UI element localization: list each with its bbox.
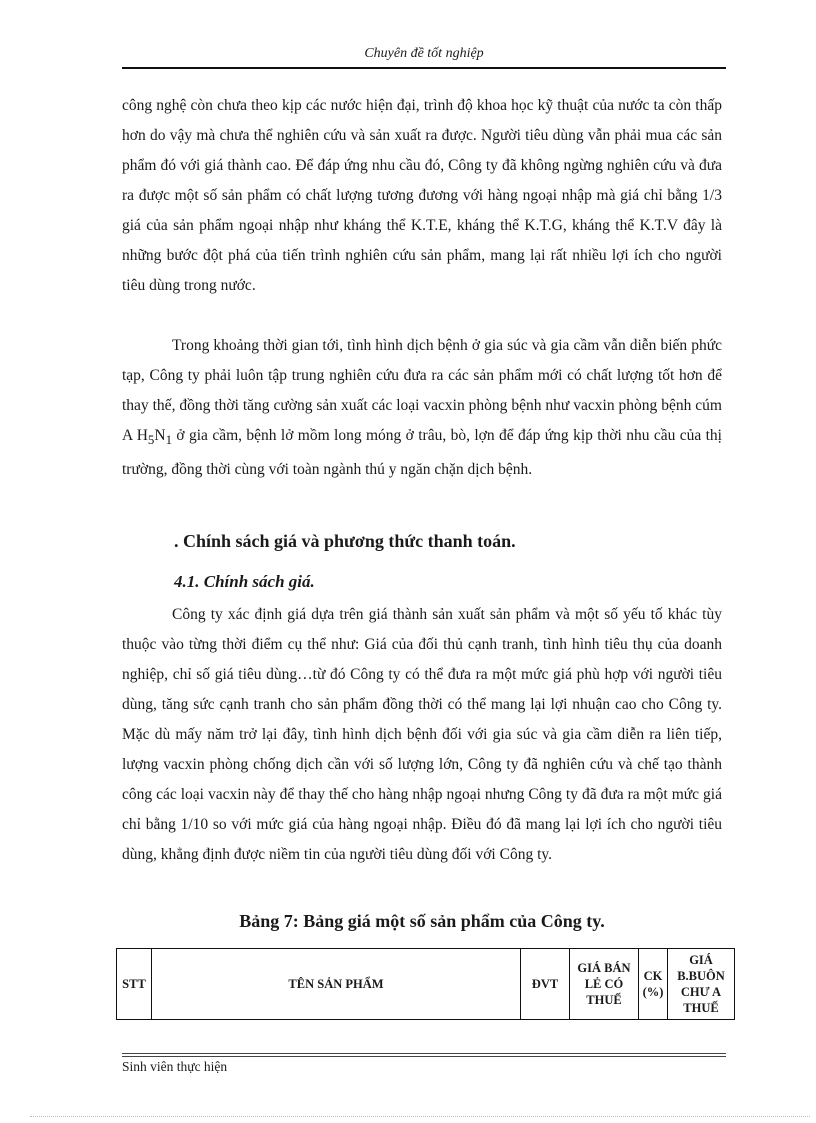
h5-subscript: 5 [147,432,155,448]
footer-rule-bottom [122,1056,726,1057]
page-edge-dots [30,1116,810,1117]
paragraph-2-n: N [154,427,166,444]
paragraph-3: Công ty xác định giá dựa trên giá thành sản xuất sản phẩm và một số yếu tố khác tùy thuộc vào từng thời điểm cụ thể như: Giá của đối thủ cạnh tranh, tình hình tiêu thụ của doanh nghiệp, chỉ số giá tiêu dùng…từ đó Công ty có thể đưa ra một mức giá phù hợp với người tiêu dùng, tăng sức cạnh tranh cho sản phẩm đồng thời có thể mang lại lợi nhuận cao cho Công ty. Mặc dù mấy năm trở lại đây, tình hình dịch bệnh đối với gia súc và gia cầm diễn ra liên tiếp, lượng vacxin phòng chống dịch cần với số lượng lớn, Công ty đã nghiên cứu và chế tạo thành công các loại vacxin này để thay thế cho hàng nhập ngoại nhưng Công ty đã đưa ra một mức giá chỉ bằng 1/10 so với mức giá của hàng ngoại nhập. Điều đó đã mang lại lợi ích cho người tiêu dùng, khẳng định được niềm tin của người tiêu dùng đối với Công ty. [122,606,722,863]
footer-text: Sinh viên thực hiện [122,1059,228,1074]
n1-subscript: 1 [165,432,173,448]
col-retail-price: GIÁ BÁN LẺ CÓ THUẾ [570,949,639,1020]
running-header: Chuyên đề tốt nghiệp [364,46,484,61]
col-unit: ĐVT [521,949,570,1020]
subsection-heading: 4.1. Chính sách giá. [174,572,315,591]
footer-rule-top [122,1053,726,1054]
paragraph-2-text-b: ở gia cầm, bệnh lở mồm long móng ở trâu, bò, lợn để đáp ứng kịp thời nhu cầu của thị trường, đồng thời cùng với toàn ngành thú y ngăn chặn dịch bệnh. [122,427,722,479]
section-heading: . Chính sách giá và phương thức thanh toán. [174,531,516,551]
col-wholesale-price: GIÁ B.BUÔN CHƯ A THUẾ [668,949,735,1020]
col-product-name: TÊN SẢN PHẨM [152,949,521,1020]
paragraph-2-text-a: Trong khoảng thời gian tới, tình hình dịch bệnh ở gia súc và gia cầm vẫn diễn biến phức tạp, Công ty phải luôn tập trung nghiên cứu đưa ra các sản phẩm mới có chất lượng tốt hơn để thay thế, đồng thời tăng cường sản xuất các loại vacxin phòng bệnh như vacxin phòng bệnh cúm A H [122,337,722,444]
table-header-row [117,949,735,1020]
paragraph-2 [122,331,722,485]
price-table [116,948,735,1020]
table-title: Bảng 7: Bảng giá một số sản phẩm của Công ty. [239,911,605,931]
col-stt: STT [117,949,152,1020]
col-discount: CK (%) [639,949,668,1020]
paragraph-1: công nghệ còn chưa theo kịp các nước hiện đại, trình độ khoa học kỹ thuật của nước ta còn thấp hơn do vậy mà chưa thể nghiên cứu và sản xuất ra được. Người tiêu dùng vẫn phải mua các sản phẩm đó với giá thành cao. Để đáp ứng nhu cầu đó, Công ty đã không ngừng nghiên cứu và đưa ra được một số sản phẩm có chất lượng tương đương với hàng ngoại nhập mà giá chỉ bằng 1/3 giá của sản phẩm ngoại nhập như kháng thể K.T.E, kháng thể K.T.G, kháng thể K.T.V đây là những bước đột phá của tiến trình nghiên cứu sản phẩm, mang lại rất nhiều lợi ích cho người tiêu dùng trong nước. [122,97,722,294]
header-rule [122,67,726,69]
